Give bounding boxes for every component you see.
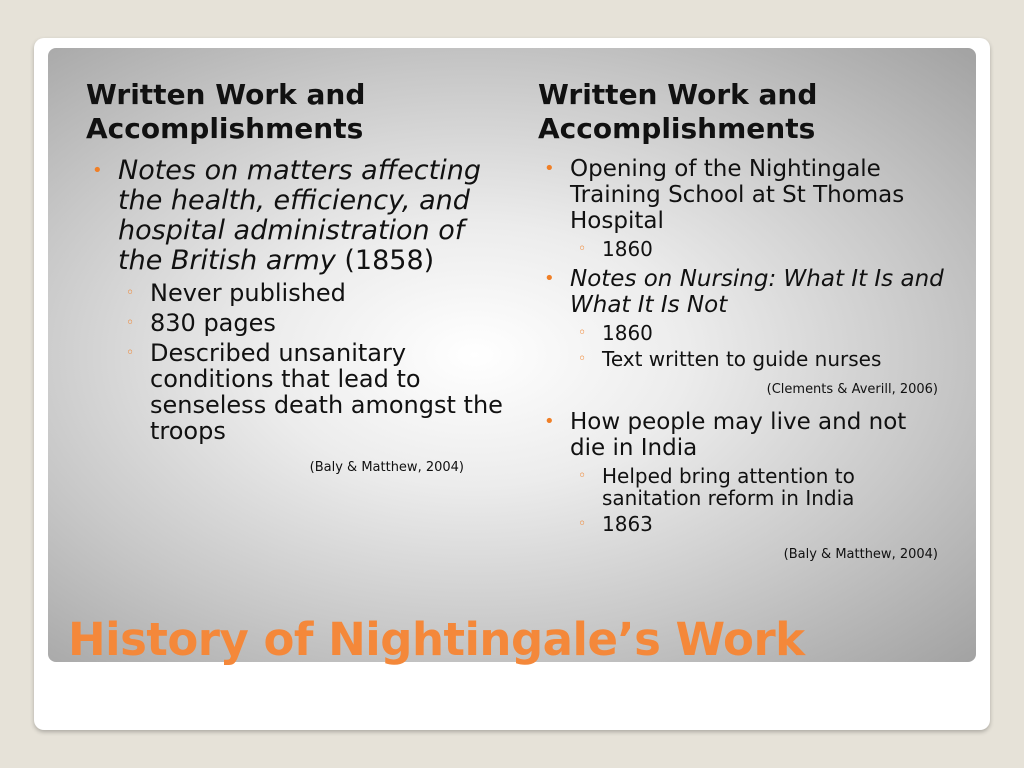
left-column (86, 78, 506, 475)
bullet-icon: • (544, 158, 555, 179)
right-column (538, 78, 948, 574)
sub-list-item (118, 340, 506, 444)
sub-list-item (118, 310, 506, 336)
citation: (Baly & Matthew, 2004) (309, 460, 464, 475)
sub-bullet-icon: ◦ (578, 516, 587, 532)
sub-bullet-icon: ◦ (578, 351, 587, 367)
sub-item-text: Text written to guide nurses (602, 347, 882, 371)
citation: (Baly & Matthew, 2004) (783, 547, 938, 562)
sub-item-text: 1860 (602, 237, 653, 261)
item-italic-text: Notes on Nursing: What It Is and What It Is Not (570, 266, 944, 318)
sub-item-text: Described unsanitary conditions that lead to senseless death amongst the troops (150, 339, 503, 445)
sub-bullet-icon: ◦ (126, 285, 135, 301)
sub-item-text: 1863 (602, 512, 653, 536)
sub-list-item (570, 348, 948, 370)
citation: (Clements & Averill, 2006) (766, 382, 938, 397)
bullet-icon: • (92, 160, 103, 181)
left-heading: Written Work and Accomplishments (86, 78, 366, 145)
sub-bullet-icon: ◦ (578, 468, 587, 484)
item-italic-text: Notes on matters affecting the health, efficiency, and hospital administration of the British army (118, 155, 481, 276)
bullet-icon: • (544, 268, 555, 289)
slide-title: History of Nightingale’s Work (68, 613, 805, 666)
sub-item-text: Helped bring attention to sanitation reform in India (602, 464, 855, 510)
sub-bullet-icon: ◦ (578, 325, 587, 341)
sub-bullet-icon: ◦ (578, 241, 587, 257)
list-item (86, 156, 506, 276)
sub-list-item (570, 238, 948, 260)
sub-item-text: 830 pages (150, 309, 276, 337)
sub-list-item (570, 513, 948, 535)
list-item (538, 266, 948, 318)
sub-list-item (570, 465, 948, 509)
right-list (538, 156, 948, 370)
sub-list-item (118, 280, 506, 306)
right-heading: Written Work and Accomplishments (538, 78, 818, 145)
right-list-continued (538, 409, 948, 535)
list-item (538, 156, 948, 234)
item-text: How people may live and not die in India (570, 409, 907, 461)
sub-item-text: Never published (150, 279, 346, 307)
sub-bullet-icon: ◦ (126, 345, 135, 361)
sub-bullet-icon: ◦ (126, 315, 135, 331)
list-item (538, 409, 948, 461)
item-text: (1858) (335, 245, 435, 276)
sub-item-text: 1860 (602, 321, 653, 345)
item-text: Opening of the Nightingale Training School at St Thomas Hospital (570, 156, 905, 234)
bullet-icon: • (544, 411, 555, 432)
left-list (86, 156, 506, 444)
sub-list-item (570, 322, 948, 344)
